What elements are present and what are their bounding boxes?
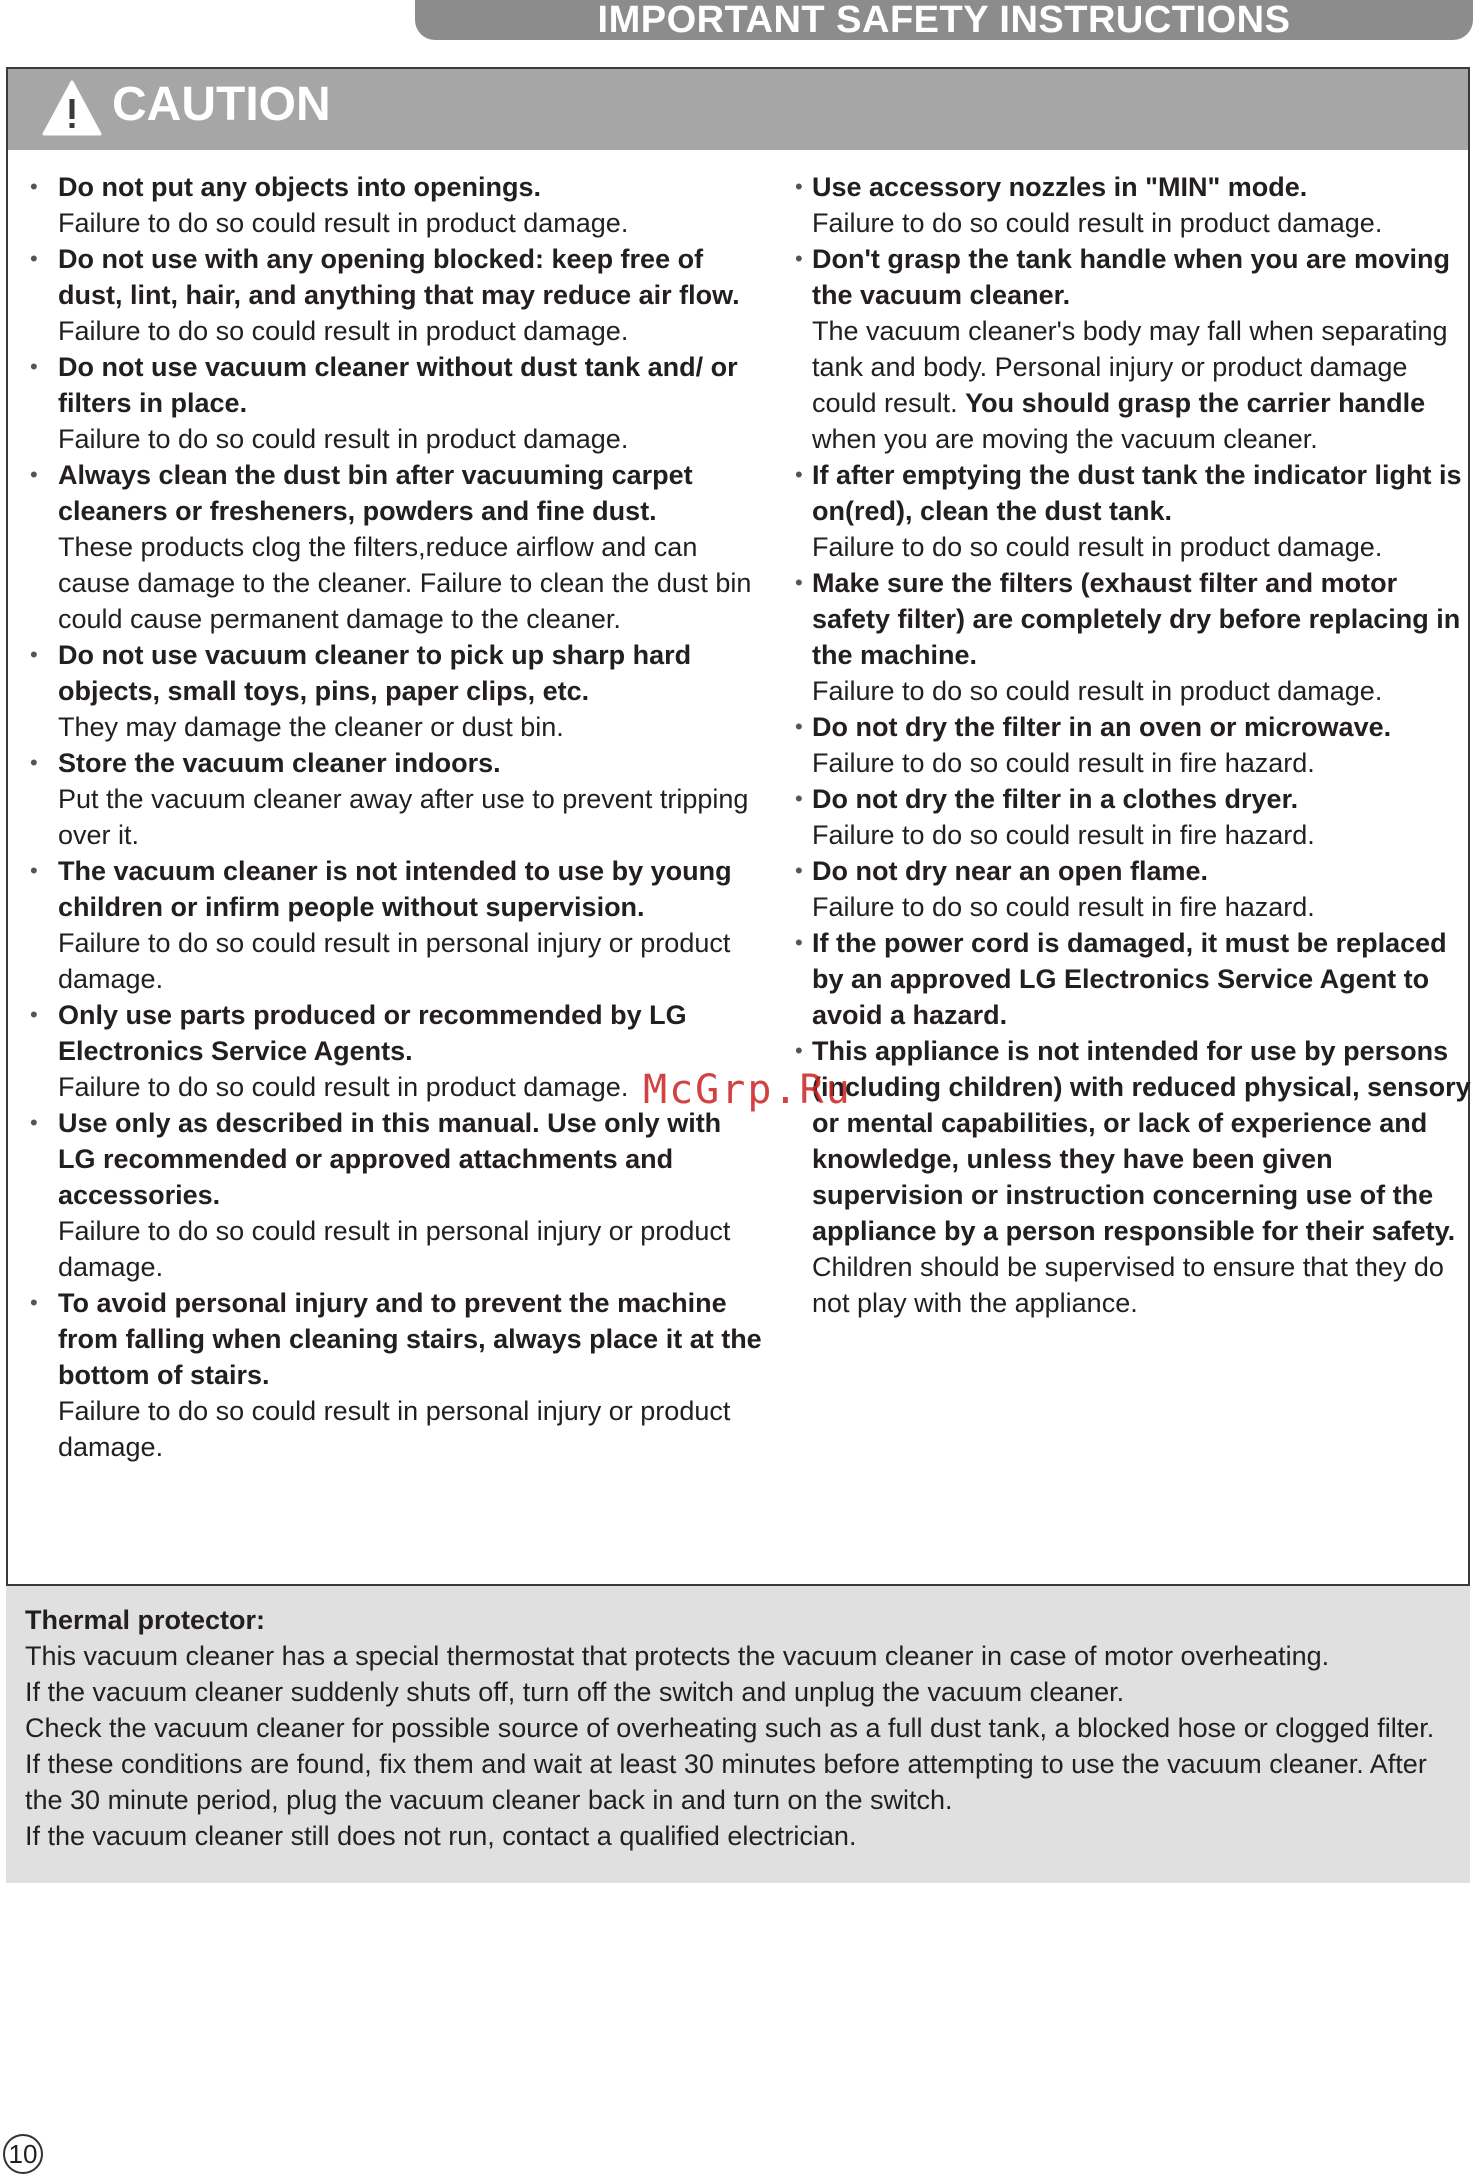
item-heading: Do not use vacuum cleaner without dust tank and/ or filters in place. [58, 352, 738, 418]
list-item [784, 925, 1474, 1033]
item-text: Failure to do so could result in product damage. [812, 208, 1383, 238]
item-heading: Use accessory nozzles in "MIN" mode. [812, 172, 1308, 202]
bullet: • [795, 858, 803, 883]
item-inline-bold: You should grasp the carrier handle [965, 388, 1426, 418]
item-heading: Always clean the dust bin after vacuuming carpet cleaners or fresheners, powders and fine dust. [58, 460, 693, 526]
item-text: Failure to do so could result in personal injury or product damage. [58, 1396, 731, 1462]
item-text: Failure to do so could result in product damage. [58, 316, 629, 346]
thermal-line: Check the vacuum cleaner for possible source of overheating such as a full dust tank, a blocked hose or clogged filter. If these conditions are found, fix them and wait at least 30 minutes before attempting to use the vacuum cleaner. After the 30 minute period, plug the vacuum cleaner back in and turn on the switch. [25, 1713, 1435, 1815]
bullet: • [30, 462, 38, 487]
bullet: • [30, 246, 38, 271]
item-heading: Do not use vacuum cleaner to pick up sharp hard objects, small toys, pins, paper clips, etc. [58, 640, 692, 706]
list-item [22, 457, 762, 637]
bullet: • [795, 714, 803, 739]
item-text [812, 313, 1474, 457]
item-heading: If after emptying the dust tank the indicator light is on(red), clean the dust tank. [812, 460, 1462, 526]
list-item [784, 565, 1474, 709]
item-text-tail: when you are moving the vacuum cleaner. [812, 424, 1318, 454]
caution-title: CAUTION [112, 78, 331, 131]
right-column [784, 169, 1474, 1321]
thermal-protector-box [6, 1584, 1470, 1883]
left-column [22, 169, 762, 1465]
list-item [784, 781, 1474, 853]
list-item [784, 853, 1474, 925]
item-heading: Do not dry the filter in an oven or microwave. [812, 712, 1392, 742]
bullet: • [795, 174, 803, 199]
item-text: Failure to do so could result in fire hazard. [812, 892, 1315, 922]
list-item [22, 853, 762, 997]
item-text: Failure to do so could result in personal injury or product damage. [58, 928, 731, 994]
list-item [22, 637, 762, 745]
thermal-line: This vacuum cleaner has a special thermostat that protects the vacuum cleaner in case of motor overheating. [25, 1641, 1330, 1671]
item-heading: Only use parts produced or recommended by LG Electronics Service Agents. [58, 1000, 687, 1066]
page-banner [415, 0, 1473, 40]
item-heading: Do not put any objects into openings. [58, 172, 541, 202]
list-item [22, 349, 762, 457]
item-heading: Make sure the filters (exhaust filter and motor safety filter) are completely dry before replacing in the machine. [812, 568, 1461, 670]
banner-title: IMPORTANT SAFETY INSTRUCTIONS [597, 0, 1291, 41]
item-heading: Do not use with any opening blocked: keep free of dust, lint, hair, and anything that may reduce air flow. [58, 244, 740, 310]
item-text: Put the vacuum cleaner away after use to prevent tripping over it. [58, 784, 749, 850]
thermal-line: If the vacuum cleaner still does not run, contact a qualified electrician. [25, 1821, 857, 1851]
bullet: • [30, 1110, 38, 1135]
caution-header [8, 69, 1468, 150]
item-text: These products clog the filters,reduce airflow and can cause damage to the cleaner. Failure to clean the dust bin could cause permanent damage to the cleaner. [58, 532, 752, 634]
item-text: Failure to do so could result in product damage. [58, 1072, 629, 1102]
list-item [784, 169, 1474, 241]
item-text: Failure to do so could result in product damage. [812, 532, 1383, 562]
item-text: Failure to do so could result in product damage. [812, 676, 1383, 706]
thermal-title: Thermal protector: [25, 1605, 266, 1635]
item-heading: This appliance is not intended for use by persons (including children) with reduced physical, sensory or mental capabilities, or lack of experience and knowledge, unless they have been given supervision or instruction concerning use of the appliance by a person responsible for their safety. [812, 1036, 1471, 1246]
bullet: • [30, 1290, 38, 1315]
item-heading: To avoid personal injury and to prevent the machine from falling when cleaning stairs, always place it at the bottom of stairs. [58, 1288, 762, 1390]
bullet: • [795, 570, 803, 595]
warning-triangle-icon [41, 79, 103, 137]
bullet: • [30, 750, 38, 775]
bullet: • [30, 642, 38, 667]
list-item [22, 1105, 762, 1285]
item-text: Failure to do so could result in fire hazard. [812, 820, 1315, 850]
item-text: Children should be supervised to ensure that they do not play with the appliance. [812, 1252, 1444, 1318]
bullet: • [30, 1002, 38, 1027]
page-number: 10 [3, 2134, 43, 2174]
item-text: Failure to do so could result in personal injury or product damage. [58, 1216, 731, 1282]
item-heading: Do not dry near an open flame. [812, 856, 1209, 886]
bullet: • [30, 858, 38, 883]
item-heading: Don't grasp the tank handle when you are moving the vacuum cleaner. [812, 244, 1451, 310]
list-item [784, 709, 1474, 781]
item-heading: If the power cord is damaged, it must be replaced by an approved LG Electronics Service Agent to avoid a hazard. [812, 928, 1447, 1030]
item-text-body: The vacuum cleaner's body may fall when separating tank and body. Personal injury or product damage could result. [812, 316, 1448, 418]
list-item [22, 1285, 762, 1465]
item-text: Failure to do so could result in product damage. [58, 208, 629, 238]
item-text: Failure to do so could result in fire hazard. [812, 748, 1315, 778]
watermark: McGrp.Ru [643, 1067, 852, 1113]
item-text: Failure to do so could result in product damage. [58, 424, 629, 454]
bullet: • [795, 786, 803, 811]
bullet: • [30, 174, 38, 199]
list-item [22, 241, 762, 349]
item-heading: Do not dry the filter in a clothes dryer. [812, 784, 1299, 814]
bullet: • [795, 1038, 803, 1063]
item-heading: Use only as described in this manual. Use only with LG recommended or approved attachments and accessories. [58, 1108, 722, 1210]
list-item [22, 745, 762, 853]
item-heading: Store the vacuum cleaner indoors. [58, 748, 501, 778]
list-item [784, 241, 1474, 457]
bullet: • [795, 930, 803, 955]
list-item [784, 1033, 1474, 1321]
item-text: They may damage the cleaner or dust bin. [58, 712, 564, 742]
item-heading: The vacuum cleaner is not intended to use by young children or infirm people without supervision. [58, 856, 732, 922]
bullet: • [795, 246, 803, 271]
list-item [22, 169, 762, 241]
thermal-line: If the vacuum cleaner suddenly shuts off, turn off the switch and unplug the vacuum cleaner. [25, 1677, 1125, 1707]
bullet: • [795, 462, 803, 487]
bullet: • [30, 354, 38, 379]
list-item [784, 457, 1474, 565]
